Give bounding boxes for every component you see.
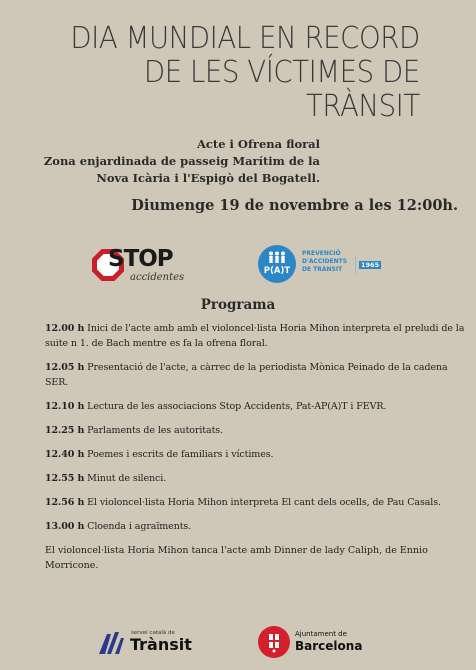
- program-item: [45, 399, 465, 414]
- program-item-text: Poemes i escrits de familiars i víctimes.: [84, 449, 274, 460]
- transit-emblem-icon: [97, 630, 125, 656]
- pat-year: 1965: [361, 261, 380, 269]
- program-item-text: Cloenda i agraïments.: [84, 521, 192, 532]
- title-line-3: TRÀNSIT: [306, 89, 420, 124]
- program-item: [45, 495, 465, 510]
- barcelona-logo-big: Barcelona: [295, 639, 363, 653]
- pat-circle-icon: [258, 245, 296, 283]
- stop-logo-word: STOP: [108, 246, 173, 272]
- ajuntament-barcelona-logo: [258, 625, 363, 659]
- program-item: [45, 321, 465, 351]
- program-item-text: El violoncel·lista Horia Mihon interpreta El cant dels ocells, de Pau Casals.: [84, 497, 441, 508]
- program-item-time: 12.56 h: [45, 497, 85, 508]
- servei-catala-transit-logo: [97, 628, 207, 658]
- pat-line-2: D'ACCIDENTS: [302, 258, 348, 265]
- title-line-2: DE LES VÍCTIMES DE: [144, 55, 420, 90]
- program-item-time: 12.00 h: [45, 323, 85, 334]
- event-title: [71, 22, 420, 124]
- program-item-time: 12.40 h: [45, 449, 85, 460]
- program-item-time: 12.10 h: [45, 401, 85, 412]
- program-item: [45, 423, 465, 438]
- program-item-time: 12.55 h: [45, 473, 85, 484]
- barcelona-emblem-icon: [258, 626, 290, 658]
- stop-logo-sub: accidentes: [130, 272, 185, 283]
- people-icon: [268, 251, 286, 265]
- programa-list: [45, 321, 465, 573]
- event-date: Diumenge 19 de novembre a les 12:00h.: [131, 197, 458, 214]
- subtitle-line-2: Zona enjardinada de passeig Marítim de la: [43, 154, 320, 168]
- pat-line-1: PREVENCIÓ: [302, 250, 341, 257]
- program-item-text: Minut de silenci.: [84, 473, 167, 484]
- subtitle-line-3: Nova Icària i l'Espigò del Bogatell.: [96, 171, 320, 185]
- program-item-time: 13.00 h: [45, 521, 85, 532]
- pat-line-3: DE TRÀNSIT: [302, 266, 343, 273]
- barcelona-shield-icon: [258, 626, 290, 658]
- barcelona-logo-small: Ajuntament de: [295, 630, 347, 638]
- pat-text: [302, 250, 347, 274]
- subtitle-line-1: Acte i Ofrena floral: [197, 137, 320, 151]
- pat-divider: [355, 256, 356, 274]
- transit-logo-big: Trànsit: [130, 635, 192, 654]
- program-item-time: 12.25 h: [45, 425, 85, 436]
- pat-logo: [258, 245, 388, 285]
- program-closing: El violoncel·lista Horia Mihon tanca l'acte amb Dinner de lady Caliph, de Ennio Morricone.: [45, 545, 428, 571]
- program-item-text: Lectura de les associacions Stop Accidents, Pat-AP(A)T i FEVR.: [84, 401, 387, 412]
- event-subtitle: [44, 136, 320, 187]
- title-line-1: DIA MUNDIAL EN RECORD: [70, 21, 420, 56]
- pat-mark: P(A)T: [263, 266, 291, 276]
- stop-accidentes-logo: [92, 246, 185, 284]
- transit-logo-small: servei català de: [131, 630, 175, 636]
- program-item: [45, 360, 465, 390]
- program-item: [45, 519, 465, 534]
- program-item: [45, 447, 465, 462]
- programa-heading: Programa: [200, 297, 276, 313]
- program-item-text: Inici de l'acte amb amb el violoncel·lista Horia Mihon interpreta el preludi de la suite n 1. de Bach mentre es fa la ofrena floral.: [45, 323, 465, 349]
- program-item: [45, 471, 465, 486]
- program-item-text: Presentació de l'acte, a càrrec de la periodista Mònica Peinado de la cadena SER.: [45, 362, 448, 388]
- program-item-time: 12.05 h: [45, 362, 85, 373]
- program-item-text: Parlaments de les autoritats.: [84, 425, 223, 436]
